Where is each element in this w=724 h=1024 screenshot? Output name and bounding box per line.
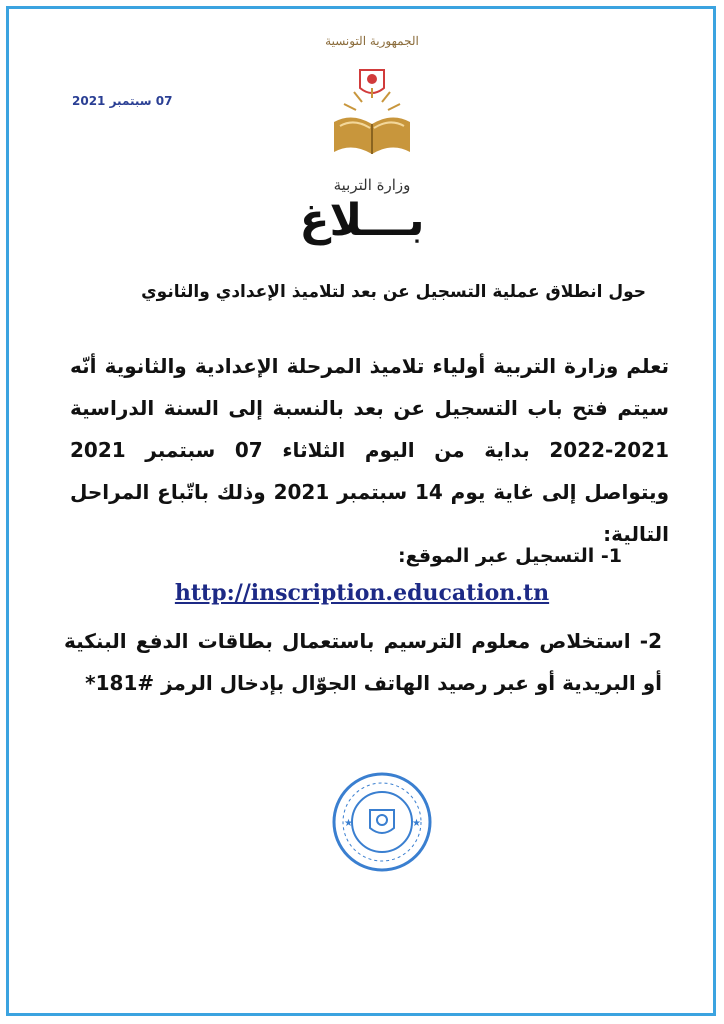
book-emblem-icon: [322, 52, 422, 172]
ministry-label: وزارة التربية: [333, 176, 411, 194]
document-date: 07 سبتمبر 2021: [72, 94, 173, 108]
svg-text:★: ★: [344, 818, 353, 829]
ministry-emblem: [322, 30, 422, 194]
step-2: 2- استخلاص معلوم الترسيم باستعمال بطاقات الدفع البنكية أو البريدية أو عبر رصيد الهاتف الجوّال بإدخال الرمز #181*: [64, 629, 662, 695]
official-seal-icon: [330, 770, 434, 874]
announcement-body: [70, 345, 669, 555]
registration-link[interactable]: http://inscription.education.tn: [174, 580, 550, 606]
step-1: 1- التسجيل عبر الموقع:: [398, 545, 622, 567]
document-subtitle: حول انطلاق عملية التسجيل عن بعد لتلاميذ الإعدادي والثانوي: [141, 282, 646, 302]
svg-text:★: ★: [412, 818, 421, 829]
republic-label: الجمهورية التونسية: [325, 34, 419, 48]
document-title: بـــلاغ: [299, 195, 425, 246]
announcement-paragraph: تعلم وزارة التربية أولياء تلاميذ المرحلة الإعدادية والثانوية أنّه سيتم فتح باب التسجيل عن بعد بالنسبة إلى السنة الدراسية 2021-2022 بداية من اليوم الثلاثاء 07 سبتمبر 2021 ويتواصل إلى غاية يوم 14 سبتمبر 2021 وذلك باتّباع المراحل التالية:: [70, 354, 670, 546]
